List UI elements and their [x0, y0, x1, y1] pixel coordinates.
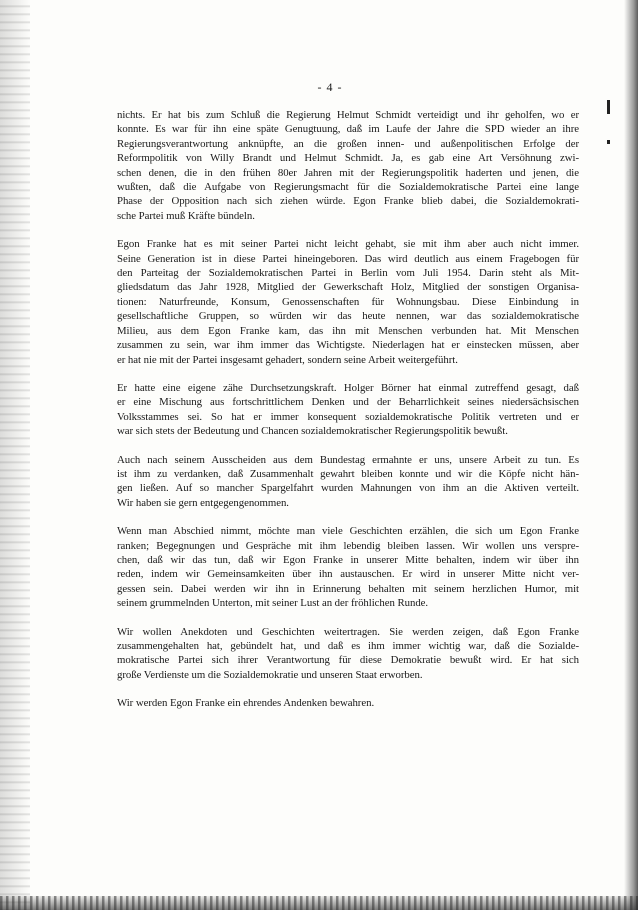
scan-mark-small [607, 140, 610, 144]
text-line: ist ihm zu verdanken, daß Zusammenhalt gewahrt bleiben konnte und wir die Köpfe nicht hän- [117, 467, 579, 480]
text-line: chen, daß wir das tun, daß wir Egon Franke in unserer Mitte behalten, indem wir über ihn [117, 553, 579, 566]
text-line: nichts. Er hat bis zum Schluß die Regierung Helmut Schmidt verteidigt und ihr geholfen, wo er [117, 109, 579, 121]
paragraph [117, 625, 579, 683]
text-line: war sich stets der Bedeutung und Chancen sozialdemokratischer Regierungspolitik bewußt. [117, 425, 508, 438]
paragraph [117, 237, 579, 367]
text-line: den Parteitag der Sozialdemokratischen Partei in Berlin vom Juli 1954. Darin steht als Mit- [117, 267, 579, 280]
text-line: zusammen zu sein, war ihm immer das Wichtigste. Niederlagen hat er einstecken müssen, aber [117, 339, 579, 352]
scan-edge-right [624, 0, 638, 910]
text-line: Reformpolitik von Willy Brandt und Helmut Schmidt. Ja, es gab eine Art Versöhnung zwi- [117, 152, 579, 165]
paragraph [117, 108, 579, 223]
text-line: große Verdienste um die Sozialdemokratie und unseren Staat erworben. [117, 668, 423, 681]
text-line: Seine Generation ist in diese Partei hineingeboren. Das wird deutlich aus einem Fragebogen für [117, 252, 579, 265]
text-line: er hat nie mit der Partei insgesamt gehadert, sondern seine Arbeit weitergeführt. [117, 353, 458, 366]
text-line: Milieu, aus dem Egon Franke kam, das ihn mit Menschen verbunden hat. Mit Menschen [117, 324, 579, 337]
scan-mark [607, 100, 610, 114]
text-line: Er hatte eine eigene zähe Durchsetzungskraft. Holger Börner hat einmal zutreffend gesagt, daß [117, 381, 579, 394]
text-line: Wir wollen Anekdoten und Geschichten weitertragen. Sie werden zeigen, daß Egon Franke [117, 625, 579, 638]
text-line: Wir haben sie gern entgegengenommen. [117, 496, 289, 509]
text-line: Wenn man Abschied nimmt, möchte man viele Geschichten erzählen, die sich um Egon Franke [117, 525, 579, 538]
text-line: sche Partei muß Kräfte bündeln. [117, 209, 255, 222]
scan-edge-left [0, 0, 30, 910]
text-line: zusammengehalten hat, gebündelt hat, und daß es ihm immer wichtig war, daß die Sozialde- [117, 640, 579, 652]
text-line: konnte. Es war für ihn eine späte Genugtuung, daß im Laufe der Jahre die SPD wieder an ihre [117, 123, 579, 136]
text-line: Regierungsverantwortung anknüpfte, an die großen innen- und außenpolitischen Erfolge der [117, 137, 579, 150]
text-line: gesellschaftliche Gruppen, so würden wir das heute nennen, war das sozialdemokratische [117, 310, 579, 323]
text-line: schen denen, die in den frühen 80er Jahren mit der Regierungspolitik haderten und jenen, die [117, 166, 579, 179]
paragraph [117, 453, 579, 511]
text-line: er eine Mischung aus fortschrittlichem Denken und der Beharrlichkeit seines niedersächsischen [117, 396, 579, 409]
text-line: Auch nach seinem Ausscheiden aus dem Bundestag ermahnte er uns, unsere Arbeit zu tun. Es [117, 453, 579, 466]
text-line: Phase der Opposition nach sich ziehen würde. Egon Franke blieb dabei, die Sozialdemokrati- [117, 195, 579, 208]
paragraph [117, 381, 579, 439]
text-line: wußten, daß die Aufgabe von Regierungsmacht für die Sozialdemokratische Partei eine lange [117, 181, 579, 194]
paragraph [117, 524, 579, 610]
page-number: - 4 - [317, 80, 343, 94]
text-line: gessen sein. Dabei werden wir ihn in Erinnerung behalten mit seinem herzlichen Humor, mit [117, 582, 579, 595]
scan-edge-bottom [0, 896, 638, 910]
text-line: reden, indem wir Gemeinsamkeiten über ihn austauschen. Er wird in unserer Mitte nicht ver- [117, 568, 579, 581]
paragraph [117, 696, 579, 710]
text-line: Volksstammes sei. So hat er immer konsequent sozialdemokratische Politik vertreten und er [117, 410, 579, 423]
text-line: seinem grummelnden Unterton, mit seiner Lust an der fröhlichen Runde. [117, 597, 429, 610]
text-line: gliedsdatum das Jahr 1928, Mitglied der Gewerkschaft Holz, Mitglied der sonstigen Organisa- [117, 281, 579, 294]
text-line: mokratische Partei sich ihrer Verantwortung für diese Demokratie bewußt wird. Er hat sich [117, 654, 579, 667]
text-line: Egon Franke hat es mit seiner Partei nicht leicht gehabt, sie mit ihm aber auch nicht immer. [117, 238, 579, 251]
text-line: ranken; Begegnungen und Gespräche mit ihm lebendig bleiben lassen. Wir wollen uns verspre- [117, 539, 579, 552]
text-line: Wir werden Egon Franke ein ehrendes Andenken bewahren. [117, 697, 375, 710]
body-text [117, 108, 579, 725]
text-line: gen ließen. Auf so mancher Spargelfahrt wurden Mahnungen von ihm an die Aktiven verteilt. [117, 482, 579, 495]
text-line: tionen: Naturfreunde, Konsum, Genossenschaften für Wohnungsbau. Diese Einbindung in [117, 295, 579, 308]
